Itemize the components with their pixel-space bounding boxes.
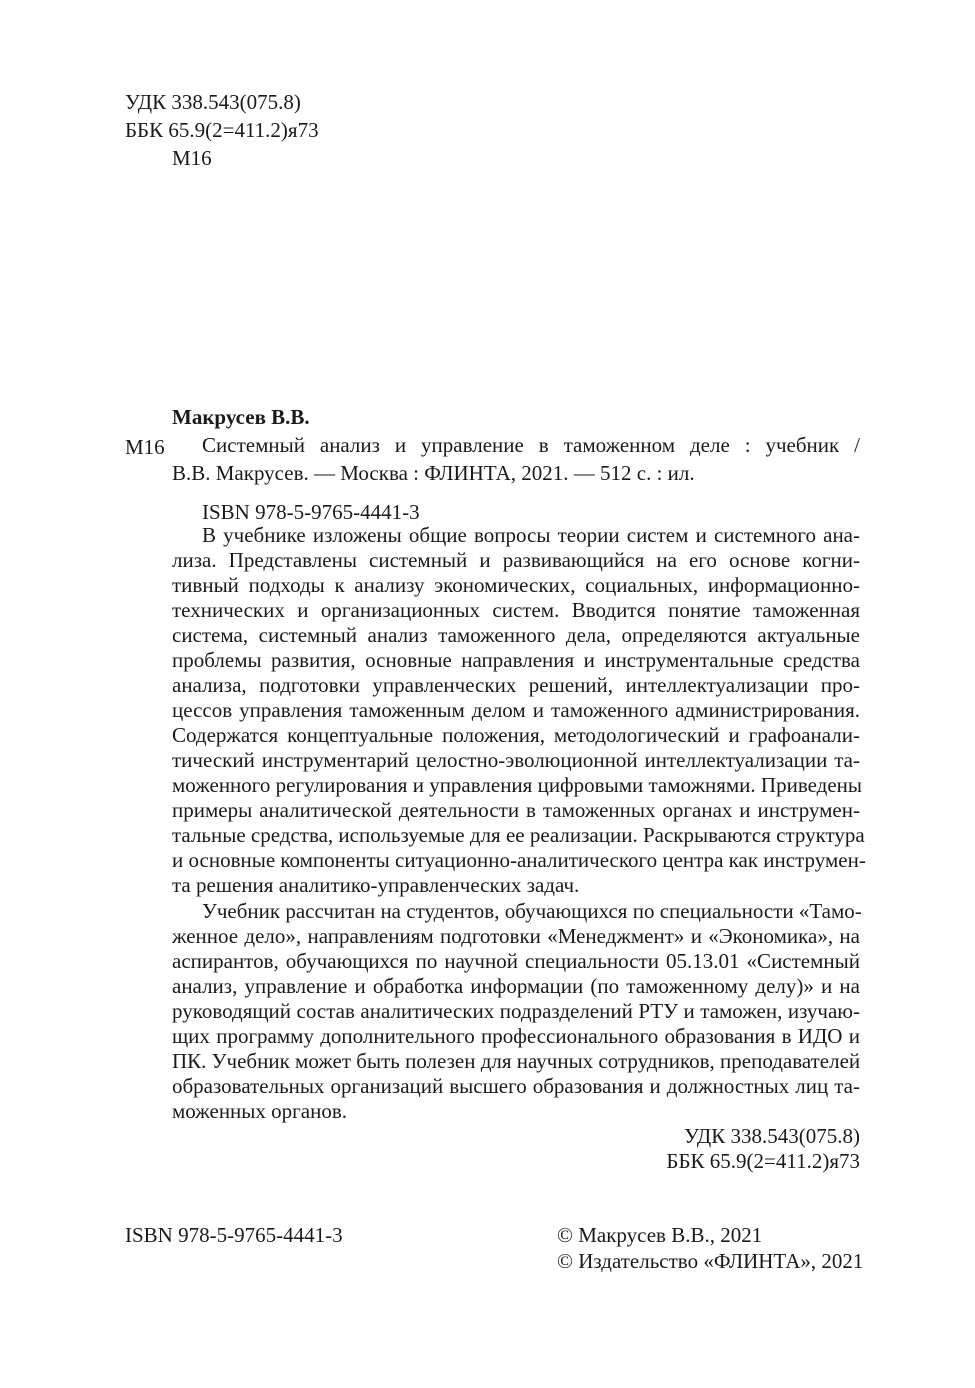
title-line-2: В.В. Макрусев. — Москва : ФЛИНТА, 2021. — 512 с. : ил.: [172, 461, 695, 485]
udk-code-bottom: УДК 338.543(075.8): [684, 1124, 860, 1148]
abstract-line: ПК. Учебник может быть полезен для научных сотрудников, преподавателей: [172, 1049, 861, 1073]
bbk-code-top: ББК 65.9(2=411.2)я73: [125, 118, 319, 142]
abstract-line: цессов управления таможенным делом и таможенного администрирования.: [172, 698, 860, 722]
abstract-line: щих программу дополнительного профессионального образования в ИДО и: [172, 1024, 860, 1048]
abstract-line: та решения аналитико-управленческих задач.: [172, 873, 580, 897]
abstract-line: тический инструментарий целостно-эволюционной интеллектуализации та-: [172, 748, 860, 772]
abstract-line: технических и организационных систем. Вводится понятие таможенная: [172, 598, 860, 622]
abstract-line: тивный подходы к анализу экономических, социальных, информационно-: [172, 573, 860, 597]
abstract-line: руководящий состав аналитических подразделений РТУ и таможен, изучаю-: [172, 999, 860, 1023]
abstract-line: анализа, подготовки управленческих решений, интеллектуализации про-: [172, 673, 860, 697]
abstract-line: система, системный анализ таможенного дела, определяются актуальные: [172, 623, 860, 647]
abstract-line: проблемы развития, основные направления и инструментальные средства: [172, 648, 860, 672]
abstract-line: образовательных организаций высшего образования и должностных лиц та-: [172, 1074, 860, 1098]
abstract-line: женное дело», направлениям подготовки «Менеджмент» и «Экономика», на: [172, 924, 860, 948]
udk-code-top: УДК 338.543(075.8): [125, 90, 301, 114]
abstract-line: Учебник рассчитан на студентов, обучающихся по специальности «Тамо-: [202, 899, 862, 923]
abstract-line: аспирантов, обучающихся по научной специальности 05.13.01 «Системный: [172, 949, 860, 973]
abstract-line: моженного регулирования и управления цифровыми таможнями. Приведены: [172, 773, 863, 797]
isbn-footer: ISBN 978-5-9765-4441-3: [125, 1223, 343, 1247]
bbk-code-bottom: ББК 65.9(2=411.2)я73: [666, 1149, 860, 1173]
author-mark-entry: М16: [125, 435, 165, 459]
abstract-line: Содержатся концептуальные положения, методологический и графоанали-: [172, 723, 860, 747]
copyright-publisher: © Издательство «ФЛИНТА», 2021: [557, 1249, 864, 1273]
abstract-line: В учебнике изложены общие вопросы теории систем и системного ана-: [202, 523, 860, 547]
title-line-1: Системный анализ и управление в таможенном деле : учебник /: [202, 433, 860, 457]
author-mark-top: М16: [172, 146, 212, 170]
abstract-line: и основные компоненты ситуационно-аналитического центра как инструмен-: [172, 848, 866, 872]
abstract-line: примеры аналитической деятельности в таможенных органах и инструмен-: [172, 798, 860, 822]
abstract-line: лиза. Представлены системный и развивающийся на его основе когни-: [172, 548, 860, 572]
abstract-line: анализ, управление и обработка информации (по таможенному делу)» и на: [172, 974, 860, 998]
copyright-author: © Макрусев В.В., 2021: [557, 1223, 763, 1247]
author-name: Макрусев В.В.: [172, 405, 310, 429]
abstract-line: тальные средства, используемые для ее реализации. Раскрываются структура: [172, 823, 865, 847]
abstract-line: моженных органов.: [172, 1099, 347, 1123]
isbn-entry: ISBN 978-5-9765-4441-3: [202, 500, 420, 524]
